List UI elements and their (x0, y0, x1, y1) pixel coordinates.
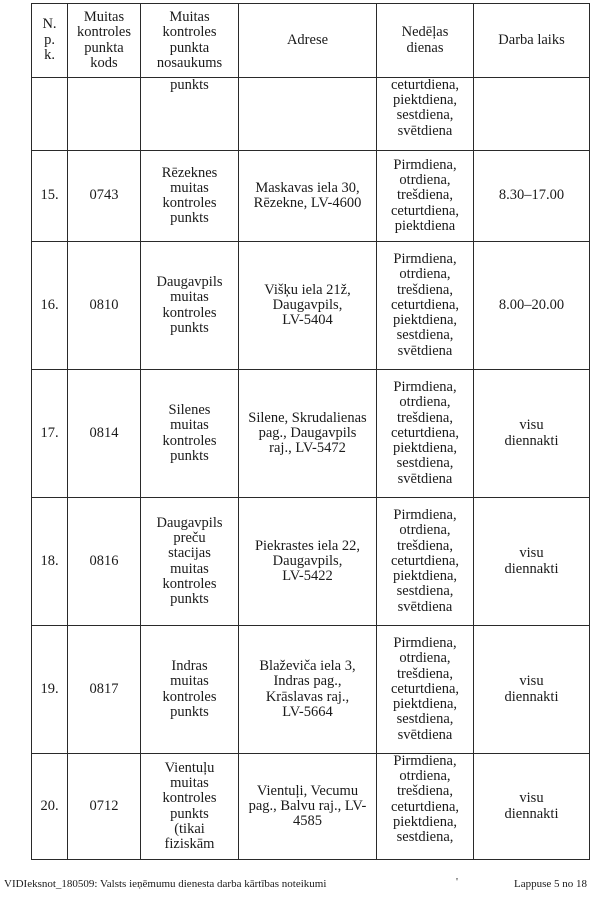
cell-line: otrdiena, (399, 394, 451, 411)
cell-line: raj., LV-5472 (269, 440, 346, 457)
header-row (32, 4, 590, 78)
cell-line: trešdiena, (397, 281, 453, 298)
cell-hours (474, 78, 590, 151)
cell-code (68, 151, 141, 242)
cell-line: kontroles (162, 432, 217, 449)
cell-line: (tikai (174, 820, 205, 837)
table-row (32, 370, 590, 498)
cell-line: kontroles (77, 24, 131, 40)
cell-line: kontroles (162, 304, 217, 321)
cell-line: sestdiena, (396, 829, 454, 846)
cell-line: 17. (40, 424, 59, 441)
cell-line: diennakti (504, 432, 559, 449)
cell-line: Vientuļi, Vecumu (256, 782, 359, 799)
cell-line: dienas (406, 39, 444, 56)
cell-line: svētdiena (397, 470, 453, 487)
cell-line: Silenes (168, 402, 211, 419)
cell-line: pag., Daugavpils (258, 424, 357, 441)
cell-line: punkta (84, 39, 124, 56)
cell-line: Muitas (169, 8, 210, 25)
cell-line: sestdiena, (396, 583, 454, 600)
cell-line: Daugavpils, (272, 296, 343, 313)
cell-line: 16. (40, 296, 59, 313)
cell-address (239, 498, 377, 626)
cell-name (141, 626, 239, 754)
header-days (377, 4, 474, 78)
table-row (32, 151, 590, 242)
cell-nr (32, 242, 68, 370)
cell-line: stacijas (168, 545, 211, 562)
table-row (32, 626, 590, 754)
cell-line: piektdiena, (392, 312, 458, 329)
cell-line: trešdiena, (397, 665, 453, 682)
cell-line: 18. (40, 552, 59, 569)
cell-days (377, 498, 474, 626)
cell-line: piektdiena, (392, 440, 458, 457)
cell-line: 0810 (89, 296, 119, 313)
cell-line: 19. (40, 680, 59, 697)
cell-line: sestdiena, (396, 711, 454, 728)
cell-line: LV-5664 (282, 703, 333, 720)
cell-nr (32, 370, 68, 498)
cell-address (239, 151, 377, 242)
cell-line: nosaukums (156, 55, 223, 71)
cell-line: Pirmdiena, (393, 379, 457, 396)
cell-days (377, 626, 474, 754)
cell-line: svētdiena (397, 598, 453, 615)
cell-line: sestdiena, (396, 455, 454, 472)
cell-code (68, 498, 141, 626)
cell-line: Rēzeknes (161, 164, 218, 181)
cell-line: Daugavpils, (272, 552, 343, 569)
cell-name (141, 754, 239, 860)
page-footer (4, 876, 587, 892)
cell-address (239, 626, 377, 754)
cell-address (239, 754, 377, 860)
cell-line: ceturtdiena, (390, 552, 460, 569)
cell-days (377, 370, 474, 498)
cell-line: LV-5422 (282, 568, 333, 585)
cell-code (68, 754, 141, 860)
cell-line: svētdiena (397, 342, 453, 359)
footer-mark: ' (456, 876, 458, 888)
cell-line: Pirmdiena, (393, 251, 457, 268)
cell-line: Silene, Skrudalienas (248, 409, 367, 426)
cell-address (239, 370, 377, 498)
cell-line: piektdiena, (392, 92, 458, 109)
cell-line: otrdiena, (399, 768, 451, 785)
cell-line: ceturtdiena, (390, 798, 460, 815)
cell-line: preču (173, 530, 206, 547)
cell-line: muitas (170, 289, 209, 306)
cell-name (141, 498, 239, 626)
cell-line: ceturtdiena, (390, 680, 460, 697)
cell-nr (32, 151, 68, 242)
cell-line: diennakti (504, 560, 559, 577)
cell-line: kontroles (162, 688, 217, 705)
header-npk (32, 4, 68, 78)
cell-nr (32, 754, 68, 860)
cell-nr (32, 498, 68, 626)
cell-line: ceturtdiena, (390, 77, 460, 93)
cell-line: Krāslavas raj., (265, 688, 350, 705)
cell-line: kontroles (162, 195, 217, 211)
cell-code (68, 370, 141, 498)
cell-line: Nedēļas (401, 24, 449, 40)
cell-name (141, 151, 239, 242)
cell-line: Pirmdiena, (393, 507, 457, 524)
header-name (141, 4, 239, 78)
cell-name (141, 370, 239, 498)
cell-line: otrdiena, (399, 650, 451, 667)
cell-line: ceturtdiena, (390, 424, 460, 441)
cell-line: svētdiena (397, 122, 453, 139)
header-hours: Darba laiks (474, 4, 590, 78)
cell-hours (474, 626, 590, 754)
cell-line: ceturtdiena, (390, 296, 460, 313)
cell-line: p. (44, 31, 55, 48)
cell-line: piektdiena, (392, 813, 458, 830)
cell-line: pag., Balvu raj., LV- (248, 797, 367, 814)
cell-days (377, 754, 474, 860)
cell-line: muitas (170, 417, 209, 434)
cell-name (141, 242, 239, 370)
cell-line: punkts (170, 447, 209, 464)
cell-line: 0816 (89, 552, 119, 569)
cell-line: diennakti (504, 688, 559, 705)
cell-hours (474, 754, 590, 860)
cell-line: muitas (170, 560, 209, 577)
cell-days (377, 78, 474, 151)
cell-line: muitas (170, 775, 209, 792)
cell-line: punkts (170, 590, 209, 607)
cell-line: sestdiena, (396, 107, 454, 124)
cell-line: 15. (40, 187, 59, 204)
cell-line: Vientuļu (164, 759, 215, 776)
cell-line: 20. (40, 797, 59, 814)
cell-line: punkts (170, 805, 209, 822)
cell-line: LV-5404 (282, 312, 333, 329)
cell-line: trešdiena, (397, 537, 453, 554)
table-row (32, 754, 590, 860)
cell-line: punkts (170, 319, 209, 336)
cell-line: piektdiena (394, 217, 456, 234)
cell-line: kontroles (162, 575, 217, 592)
cell-line: 8.00–20.00 (498, 296, 565, 313)
cell-line: punkts (170, 703, 209, 720)
cell-line: punkts (170, 210, 209, 227)
cell-line: piektdiena, (392, 568, 458, 585)
cell-line: N. (42, 16, 57, 33)
cell-code (68, 78, 141, 151)
cell-address (239, 242, 377, 370)
table-row (32, 498, 590, 626)
cell-days (377, 151, 474, 242)
cell-nr (32, 78, 68, 151)
cell-line: Višķu iela 21ž, (264, 281, 351, 298)
cell-hours (474, 151, 590, 242)
cell-name (141, 78, 239, 151)
cell-line: otrdiena, (399, 172, 451, 189)
cell-hours (474, 370, 590, 498)
cell-line: k. (44, 47, 55, 64)
cell-line: kontroles (162, 24, 217, 40)
cell-line: trešdiena, (397, 187, 453, 204)
cell-line: Pirmdiena, (393, 753, 457, 769)
cell-line: visu (519, 673, 544, 690)
cell-line: fiziskām (164, 835, 215, 852)
cell-line: muitas (170, 179, 209, 196)
cell-line: Blaževiča iela 3, (259, 658, 356, 675)
cell-line: Piekrastes iela 22, (254, 537, 361, 554)
cell-code (68, 242, 141, 370)
customs-points-table (31, 3, 590, 860)
cell-line: 0817 (89, 680, 119, 697)
cell-line: 0814 (89, 424, 119, 441)
cell-line: Daugavpils (156, 274, 223, 291)
footer-document-title: VIDIeksnot_180509: Valsts ieņēmumu dienesta darba kārtības noteikumi (4, 878, 327, 890)
cell-line: trešdiena, (397, 783, 453, 800)
cell-line: svētdiena (397, 726, 453, 743)
cell-hours (474, 498, 590, 626)
cell-line: Pirmdiena, (393, 156, 457, 173)
cell-line: trešdiena, (397, 409, 453, 426)
cell-line: Muitas (83, 8, 125, 25)
cell-line: 4585 (293, 813, 322, 830)
cell-line: Rēzekne, LV-4600 (253, 195, 362, 211)
cell-line: punkts (170, 77, 209, 93)
cell-line: piektdiena, (392, 696, 458, 713)
cell-line: muitas (170, 673, 209, 690)
cell-address (239, 78, 377, 151)
cell-line: 0712 (89, 797, 119, 814)
cell-line: Indras pag., (273, 673, 342, 690)
cell-days (377, 242, 474, 370)
cell-line: Daugavpils (156, 514, 223, 531)
cell-line: Pirmdiena, (393, 635, 457, 652)
cell-line: otrdiena, (399, 266, 451, 283)
cell-line: visu (519, 417, 544, 434)
cell-code (68, 626, 141, 754)
cell-line: kods (90, 55, 118, 71)
cell-line: otrdiena, (399, 522, 451, 539)
cell-line: diennakti (504, 805, 559, 822)
footer-page-number: Lappuse 5 no 18 (513, 878, 587, 890)
cell-line: 8.30–17.00 (498, 187, 565, 204)
header-code (68, 4, 141, 78)
cell-line: Indras (171, 658, 208, 675)
header-address: Adrese (239, 4, 377, 78)
table-row (32, 242, 590, 370)
cell-line: ceturtdiena, (390, 202, 460, 219)
cell-line: visu (519, 790, 544, 807)
cell-line: sestdiena, (396, 327, 454, 344)
cell-hours (474, 242, 590, 370)
cell-line: visu (519, 545, 544, 562)
cell-line: 0743 (89, 187, 119, 204)
cell-line: Maskavas iela 30, (255, 179, 360, 196)
cell-nr (32, 626, 68, 754)
cell-line: punkta (169, 39, 210, 56)
continuation-row (32, 78, 590, 151)
cell-line: kontroles (162, 790, 217, 807)
